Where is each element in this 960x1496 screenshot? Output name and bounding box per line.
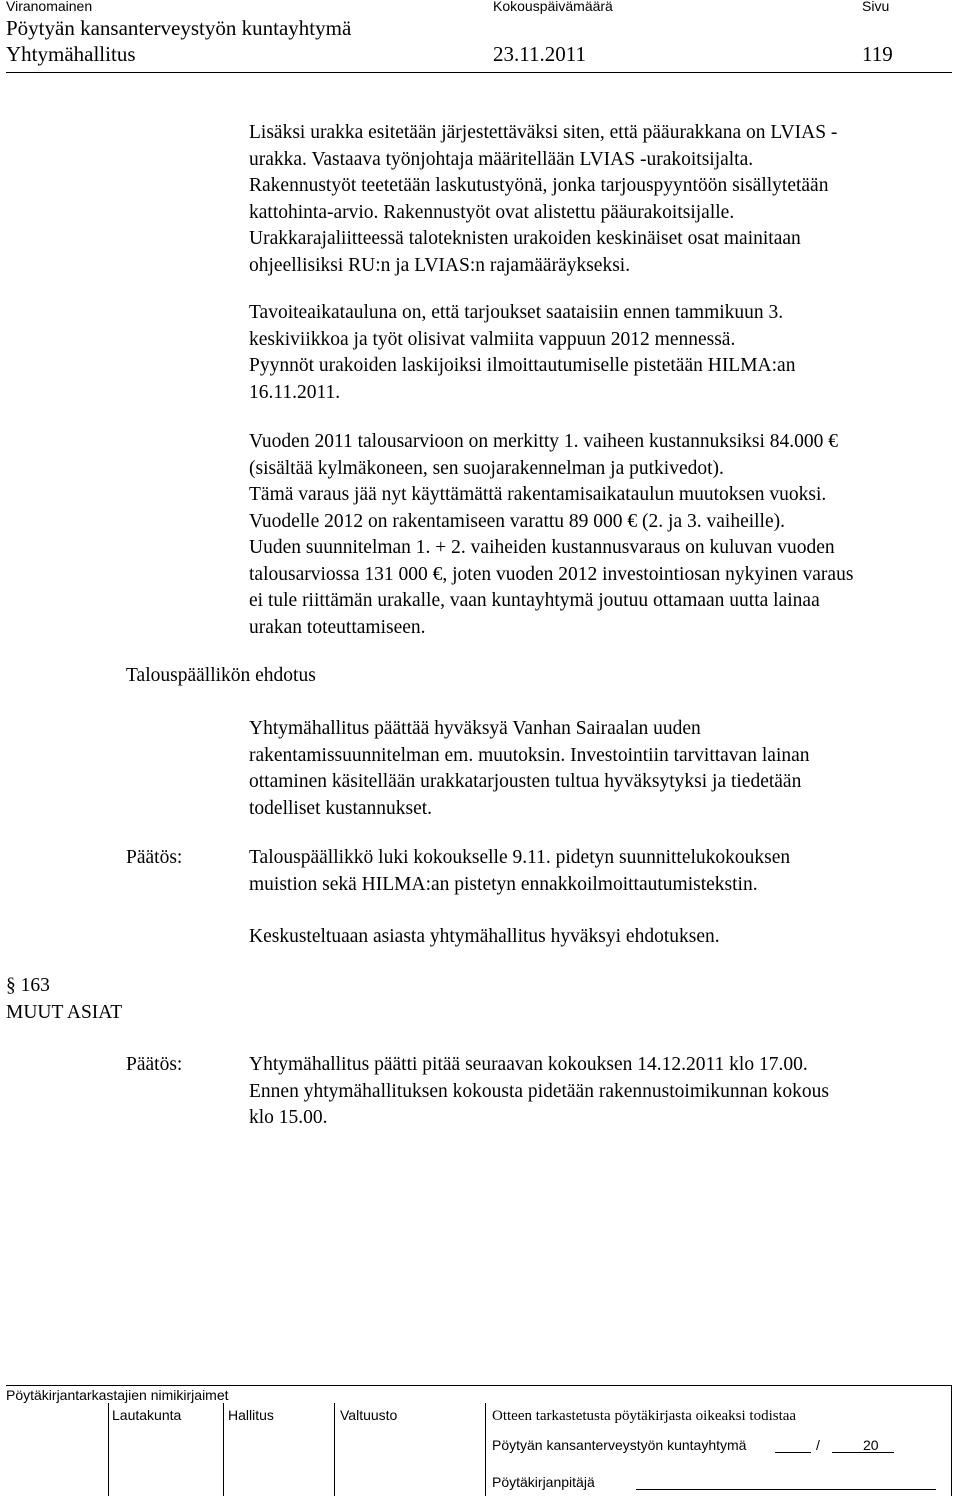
text-line: rakentamissuunnitelman em. muutoksin. Investointiin tarvittavan lainan [249,744,810,766]
organization-name: Pöytyän kansanterveystyön kuntayhtymä [6,16,352,40]
text-line: ei tule riittämän urakalle, vaan kuntayhtymä joutuu ottamaan uutta lainaa [249,590,820,611]
text-line: talousarviossa 131 000 €, joten vuoden 2012 investointiosan nykyinen varaus [249,563,854,585]
text-line: Pyynnöt urakoiden laskijoiksi ilmoittautumiselle pistetään HILMA:an [249,355,796,376]
footer-divider [485,1403,486,1496]
header-rule [6,72,952,73]
text-line: Tavoiteaikatauluna on, että tarjoukset saataisiin ennen tammikuun 3. [249,302,784,323]
text-line: ohjeellisiksi RU:n ja LVIAS:n rajamääräykseksi. [249,254,631,276]
footer-divider [334,1403,335,1496]
decision-text-extra: Keskusteltuaan asiasta yhtymähallitus hyväksyi ehdotuksen. [249,926,720,947]
section-number: § 163 [6,975,50,996]
certify-text: Otteen tarkastetusta pöytäkirjasta oikeaksi todistaa [492,1408,797,1424]
text-line: ottaminen käsitellään urakkatarjousten tultua hyväksytyksi ja tiedetään [249,771,802,792]
footer-divider [223,1403,224,1496]
footer-rule [6,1385,952,1386]
text-line: Ennen yhtymähallituksen kokousta pidetään rakennustoimikunnan kokous [249,1080,830,1102]
section-title: MUUT ASIAT [6,1001,123,1023]
text-line: klo 15.00. [249,1107,328,1128]
date-label: Kokouspäivämäärä [493,0,613,14]
footer-slash: / [816,1437,820,1453]
text-line: Yhtymähallitus päätti pitää seuraavan kokouksen 14.12.2011 klo 17.00. [249,1054,808,1075]
text-line: (sisältää kylmäkoneen, sen suojarakennelman ja putkivedot). [249,457,724,479]
footer-divider [951,1385,952,1496]
text-line: Tämä varaus jää nyt käyttämättä rakentamisaikataulun muutoksen vuoksi. [249,484,827,505]
text-line: todelliset kustannukset. [249,797,433,819]
page-number: 119 [862,42,893,66]
paragraph-contract [249,120,837,279]
text-line: Lisäksi urakka esitetään järjestettäväksi siten, että pääurakkana on LVIAS - [249,122,838,143]
proposal-text [249,716,810,822]
keeper-label: Pöytäkirjanpitäjä [492,1474,595,1490]
footer-col-board: Lautakunta [112,1407,182,1423]
text-line: keskiviikkoa ja työt olisivat valmiita vappuun 2012 mennessä. [249,328,736,350]
section-heading [6,973,122,1026]
footer-organization: Pöytyän kansanterveystyön kuntayhtymä [492,1437,747,1453]
decision-text [249,1052,829,1132]
page-label: Sivu [862,0,890,14]
text-line: Rakennustyöt teetetään laskutustyönä, jonka tarjouspyyntöön sisällytetään [249,175,829,196]
text-line: Urakkarajaliitteessä taloteknisten urakoiden keskinäiset osat mainitaan [249,228,801,249]
text-line: Yhtymähallitus päättää hyväksyä Vanhan Sairaalan uuden [249,718,701,739]
text-line: Vuoden 2011 talousarvioon on merkitty 1. vaiheen kustannuksiksi 84.000 € [249,431,838,452]
decision-label: Päätös: [126,847,183,868]
proposal-label: Talouspäällikön ehdotus [126,665,316,686]
paragraph-budget [249,429,853,641]
signatures-label: Pöytäkirjantarkastajien nimikirjaimet [6,1387,229,1403]
body-name: Yhtymähallitus [6,42,136,66]
decision-label: Päätös: [126,1054,183,1075]
text-line: Talouspäällikkö luki kokoukselle 9.11. pidetyn suunnittelukokouksen [249,847,791,868]
footer-col-government: Hallitus [228,1407,274,1423]
meeting-date: 23.11.2011 [493,42,586,66]
authority-label: Viranomainen [6,0,93,14]
text-line: Vuodelle 2012 on rakentamiseen varattu 89 000 € (2. ja 3. vaiheille). [249,510,786,532]
signature-blank [775,1438,811,1453]
text-line: muistion sekä HILMA:an pistetyn ennakkoilmoittautumistekstin. [249,873,758,895]
text-line: 16.11.2011. [249,381,341,403]
text-line: kattohinta-arvio. Rakennustyöt ovat alistettu pääurakoitsijalle. [249,201,735,223]
keeper-signature-blank [636,1475,936,1490]
paragraph-schedule [249,300,795,406]
text-line: Uuden suunnitelman 1. + 2. vaiheiden kustannusvaraus on kuluvan vuoden [249,537,835,558]
footer-col-council: Valtuusto [340,1407,398,1423]
decision-text [249,845,790,898]
text-line: urakka. Vastaava työnjohtaja määritellään LVIAS -urakoitsijalta. [249,148,754,170]
text-line: urakan toteuttamiseen. [249,616,426,638]
footer-year: 20 [863,1437,879,1453]
footer-divider [108,1403,109,1496]
